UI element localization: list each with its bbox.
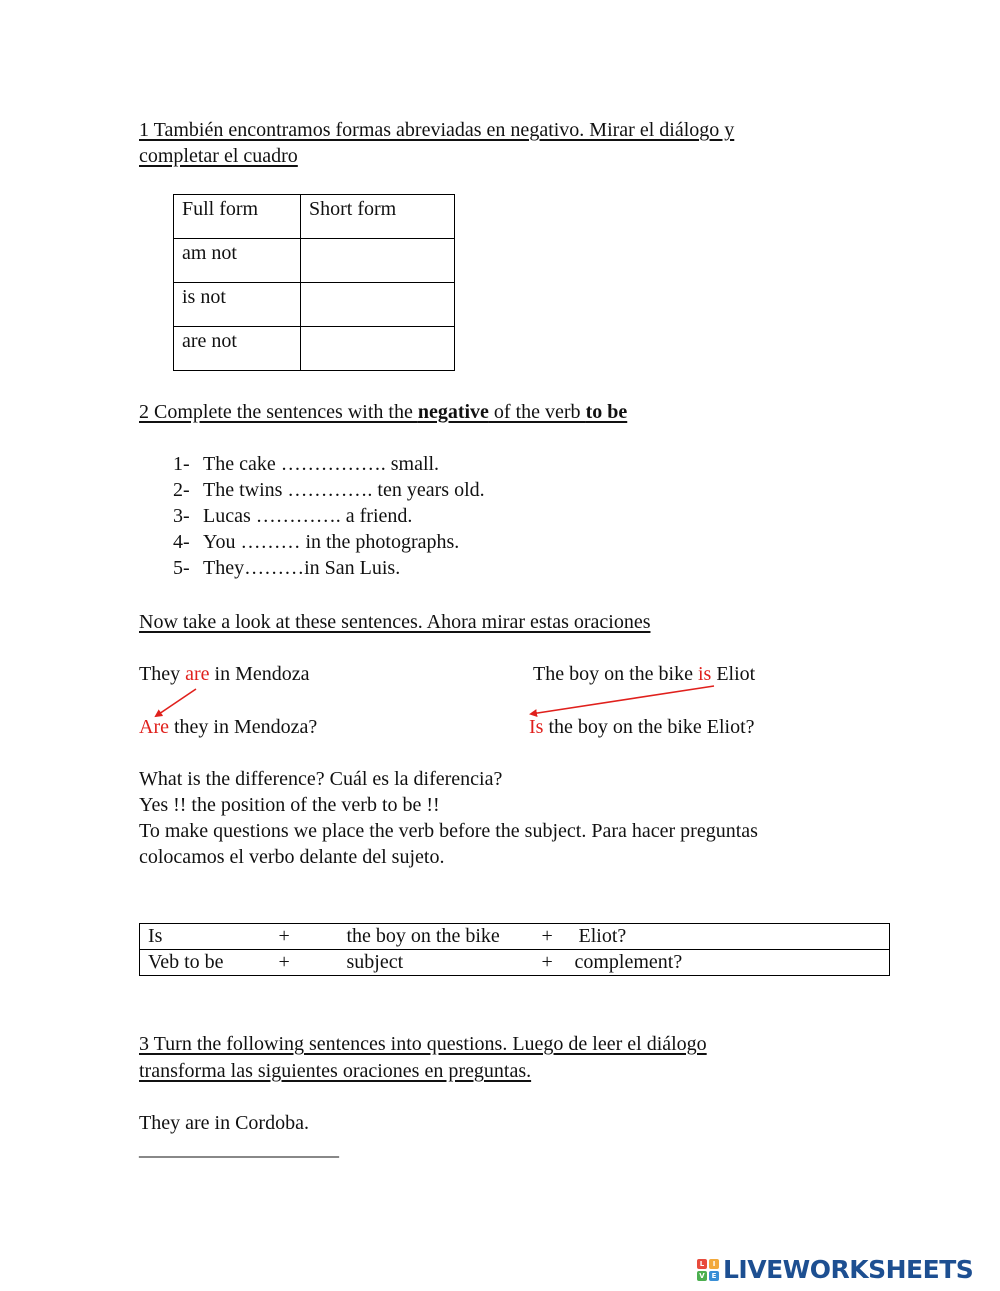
header-short-form: Short form <box>301 195 455 239</box>
explanation-line4: colocamos el verbo delante del sujeto. <box>139 846 445 868</box>
verb-are: are <box>185 663 210 685</box>
logo-icon: L I V E <box>697 1259 719 1281</box>
verb-are-moved: Are <box>139 716 169 738</box>
bold-negative: negative <box>417 401 489 423</box>
cell-full-form: are not <box>174 327 301 371</box>
liveworksheets-logo <box>697 1255 973 1285</box>
bold-to-be: to be <box>585 401 628 423</box>
section1-heading-line1: 1 También encontramos formas abreviadas en negativo. Mirar el diálogo y <box>139 119 735 141</box>
arrow-right <box>531 686 714 714</box>
list-item[interactable]: 2- The twins …………. ten years old. <box>173 479 485 501</box>
section3-heading-line1: 3 Turn the following sentences into questions. Luego de leer el diálogo <box>139 1033 707 1055</box>
section3-sentence: They are in Cordoba. <box>139 1112 309 1134</box>
section2-heading: 2 Complete the sentences with the negative of the verb to be <box>139 401 628 423</box>
verb-is-moved: Is <box>529 716 544 738</box>
look-heading: Now take a look at these sentences. Ahora mirar estas oraciones <box>139 611 651 633</box>
left-question: Are they in Mendoza? <box>139 716 318 738</box>
verb-is: is <box>697 663 712 685</box>
explanation-line3: To make questions we place the verb before the subject. Para hacer preguntas <box>139 820 758 842</box>
arrow-left <box>156 689 196 716</box>
logo-text: LIVEWORKSHEETS <box>723 1255 974 1284</box>
list-item[interactable]: 5- They………in San Luis. <box>173 557 401 579</box>
header-full-form: Full form <box>174 195 301 239</box>
cell-full-form: is not <box>174 283 301 327</box>
question-structure-table <box>139 923 890 976</box>
section3-heading-line2: transforma las siguientes oraciones en preguntas. <box>139 1060 532 1082</box>
right-statement: The boy on the bike is Eliot <box>533 663 756 685</box>
left-statement: They are in Mendoza <box>139 663 310 685</box>
section1-heading-line2: completar el cuadro <box>139 145 298 167</box>
list-item[interactable]: 4- You ……… in the photographs. <box>173 531 460 553</box>
explanation-line1: What is the difference? Cuál es la diferencia? <box>139 768 503 790</box>
list-item[interactable]: 1- The cake ……………. small. <box>173 453 440 475</box>
cell-full-form: am not <box>174 239 301 283</box>
list-item[interactable]: 3- Lucas …………. a friend. <box>173 505 413 527</box>
table-row: Veb to be + subject + complement? <box>140 950 890 976</box>
table-row: Is + the boy on the bike + Eliot? <box>140 924 890 950</box>
answer-line[interactable]: ____________________ <box>139 1138 339 1160</box>
right-question: Is the boy on the bike Eliot? <box>529 716 755 738</box>
explanation-line2: Yes !! the position of the verb to be !! <box>139 794 440 816</box>
